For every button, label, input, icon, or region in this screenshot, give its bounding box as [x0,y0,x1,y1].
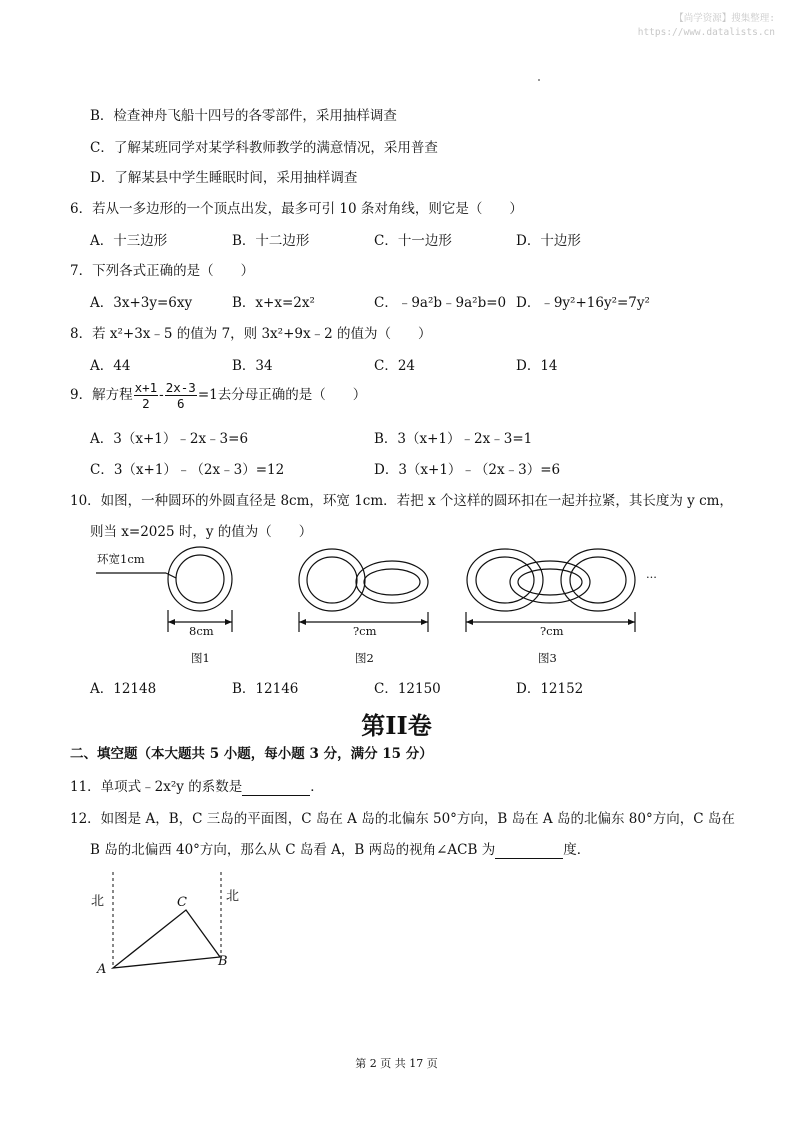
fig2-dimension: ?cm [353,624,377,638]
fig3-ring-3-outer [561,549,635,611]
q9-option-c: C．3（x+1）﹣（2x﹣3）=12 [90,462,285,478]
section2-title: 二、填空题（本大题共 5 小题，每小题 3 分，满分 15 分） [70,746,433,762]
q9-tail: =1去分母正确的是（ ） [197,387,367,403]
q12-line1: 12．如图是 A，B，C 三岛的平面图，C 岛在 A 岛的北偏东 50°方向，B 岛在 A 岛的北偏东 80°方向，C 岛在 [70,811,735,827]
fig3-arrow-left [466,619,473,625]
point-c-label: C [177,895,187,910]
q9-option-a: A．3（x+1）﹣2x﹣3=6 [90,431,249,447]
q12-line2-wrap [90,838,590,859]
fig1-outer-circle [168,547,232,611]
fig3-ring-3-inner [570,557,626,603]
q12-line2: B 岛的北偏西 40°方向，那么从 C 岛看 A，B 两岛的视角∠ACB 为 [90,842,496,858]
q7-option-c: C．﹣9a²b﹣9a²b=0 [374,295,507,311]
q6-option-d: D．十边形 [516,233,581,249]
q11-stem: 11．单项式﹣2x²y 的系数是 [70,779,243,795]
option-prev-d: D．了解某县中学生睡眠时间，采用抽样调查 [90,170,358,186]
fig3-ring-1-outer [467,549,543,611]
q12-end: 度． [563,842,591,858]
q6-option-b: B．十二边形 [232,233,310,249]
q9-lead: 9．解方程 [70,387,133,403]
fig2-arrow-right [421,619,428,625]
fig1-inner-circle [176,555,224,603]
fig1-arrow-right [225,619,232,625]
fig1-caption: 图1 [191,651,210,665]
north-label-left: 北 [91,894,105,909]
north-label-right: 北 [226,889,240,904]
fig3-ring-2-inner [518,569,582,595]
q9-frac2-den: 6 [177,396,185,411]
q9-minus: - [159,387,164,403]
fig2-ring-1-inner [307,557,357,603]
q11-answer-blank[interactable] [242,779,310,796]
page-footer: 第 2 页 共 17 页 [355,1057,438,1070]
q11-end: ． [310,779,324,795]
fig1-label: 环宽1cm [97,552,145,566]
q10-option-c: C．12150 [374,681,441,697]
fig2-ring-2-inner [364,569,420,595]
option-prev-b: B．检查神舟飞船十四号的各零部件，采用抽样调查 [90,108,397,124]
fig1-dimension: 8cm [189,624,214,638]
q9-frac1-num: x+1 [134,380,158,395]
triangle-acb [113,910,220,968]
q10-line1: 10．如图，一种圆环的外圆直径是 8cm，环宽 1cm．若把 x 个这样的圆环扣在一起并拉紧，其长度为 y cm， [70,493,733,509]
fig3-ellipsis: ··· [646,570,657,584]
watermark [638,12,775,40]
q12-answer-blank[interactable] [495,842,563,859]
q9-fraction-2 [165,380,197,411]
fig2-caption: 图2 [355,651,374,665]
q10-option-a: A．12148 [90,681,157,697]
point-a-label: A [97,962,107,977]
option-prev-c: C．了解某班同学对某学科教师教学的满意情况，采用普查 [90,140,438,156]
q6-option-c: C．十一边形 [374,233,452,249]
watermark-line1: 【尚学资源】搜集整理: [674,13,775,24]
fig3-caption: 图3 [538,651,557,665]
fig3-arrow-right [628,619,635,625]
q8-option-b: B．34 [232,358,273,374]
q8-option-c: C．24 [374,358,416,374]
q7-stem: 7．下列各式正确的是（ ） [70,263,255,279]
q9-option-b: B．3（x+1）﹣2x﹣3=1 [374,431,533,447]
q7-option-a: A．3x+3y=6xy [90,295,193,311]
part2-heading: 第II卷 [361,711,432,740]
fig2-arrow-left [299,619,306,625]
q8-option-d: D．14 [516,358,558,374]
fig2-ring-1-outer [299,549,365,611]
q7-option-d: D．﹣9y²+16y²=7y² [516,295,650,311]
watermark-line2: https://www.datalists.cn [637,27,775,38]
q10-line2: 则当 x=2025 时，y 的值为（ ） [90,524,313,540]
q9-frac1-den: 2 [142,396,150,411]
q9-option-d: D．3（x+1）﹣（2x﹣3）=6 [374,462,561,478]
q6-option-a: A．十三边形 [90,233,168,249]
q11 [70,775,324,796]
q9-frac2-num: 2x-3 [165,380,196,395]
fig2-ring-2-outer [356,561,428,603]
fig3-dimension: ?cm [540,624,564,638]
q10-option-d: D．12152 [516,681,584,697]
fig1-arrow-left [168,619,175,625]
fig3-ring-1-inner [476,557,534,603]
q9-stem [70,380,366,411]
q6-stem: 6．若从一多边形的一个顶点出发，最多可引 10 条对角线，则它是（ ） [70,201,523,217]
q8-stem: 8．若 x²+3x﹣5 的值为 7，则 3x²+9x﹣2 的值为（ ） [70,326,432,342]
stray-dot [538,79,540,81]
q8-option-a: A．44 [90,358,131,374]
point-b-label: B [218,954,228,969]
q10-option-b: B．12146 [232,681,299,697]
q7-option-b: B．x+x=2x² [232,295,315,311]
q9-fraction-1 [134,380,159,411]
